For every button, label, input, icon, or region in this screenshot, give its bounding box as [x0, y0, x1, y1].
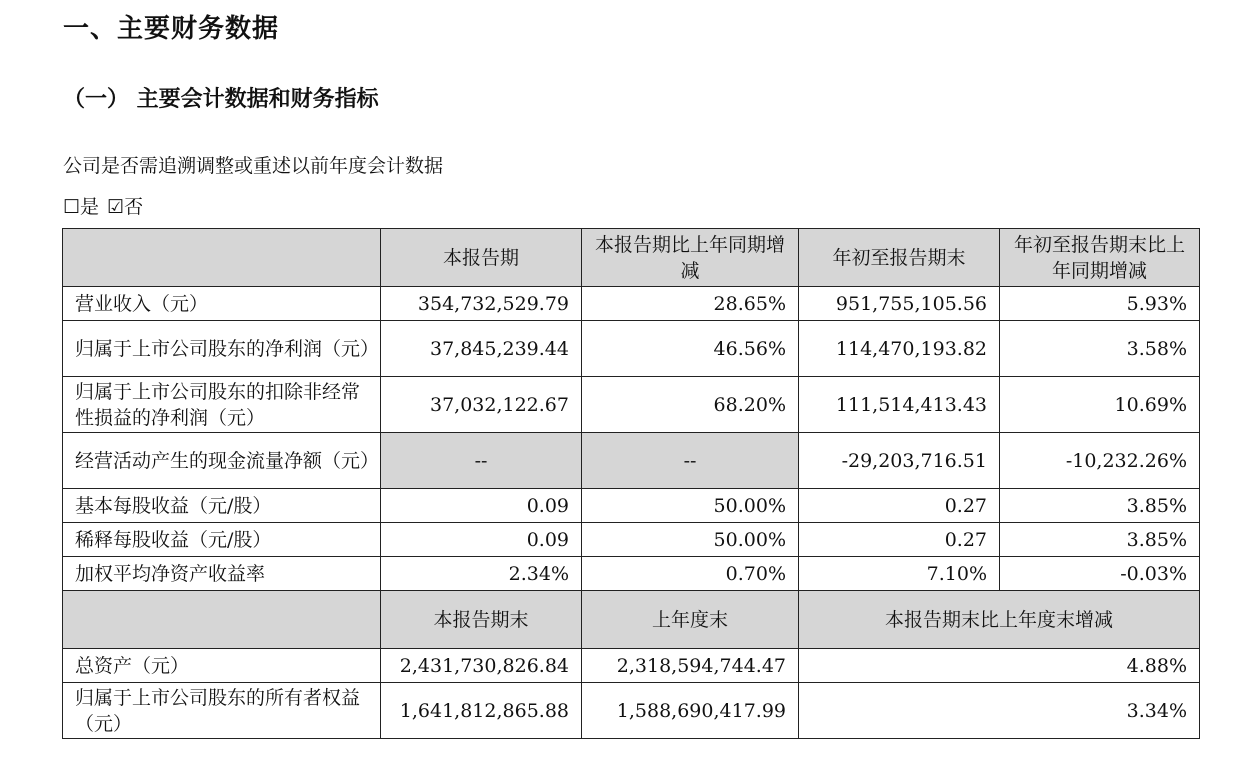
cell-value: 114,470,193.82	[799, 321, 1000, 377]
cell-value: 1,641,812,865.88	[381, 683, 582, 739]
cell-value: 1,588,690,417.99	[582, 683, 799, 739]
table-row	[63, 287, 1200, 321]
col-header: 年初至报告期末	[799, 229, 1000, 287]
row-label: 归属于上市公司股东的扣除非经常性损益的净利润（元）	[63, 377, 381, 433]
cell-value: 0.27	[799, 489, 1000, 523]
cell-value: 10.69%	[1000, 377, 1200, 433]
cell-value: 50.00%	[582, 523, 799, 557]
cell-value: 46.56%	[582, 321, 799, 377]
cell-value: 951,755,105.56	[799, 287, 1000, 321]
table-row	[63, 377, 1200, 433]
section-title: 一、主要财务数据	[63, 14, 280, 44]
row-label: 总资产（元）	[63, 649, 381, 683]
cell-value: 4.88%	[799, 649, 1200, 683]
cell-value: 0.09	[381, 523, 582, 557]
cell-value: 3.85%	[1000, 489, 1200, 523]
cell-value: 3.58%	[1000, 321, 1200, 377]
row-label: 加权平均净资产收益率	[63, 557, 381, 591]
table-row	[63, 489, 1200, 523]
cell-value: 0.09	[381, 489, 582, 523]
row-label: 稀释每股收益（元/股）	[63, 523, 381, 557]
cell-value: -29,203,716.51	[799, 433, 1000, 489]
restatement-options	[63, 192, 151, 219]
cell-value: 0.27	[799, 523, 1000, 557]
cell-value: 37,032,122.67	[381, 377, 582, 433]
cell-value: -10,232.26%	[1000, 433, 1200, 489]
subsection-title: （一） 主要会计数据和财务指标	[63, 87, 379, 112]
row-label: 经营活动产生的现金流量净额（元）	[63, 433, 381, 489]
col-header: 年初至报告期末比上年同期增减	[1000, 229, 1200, 287]
table-row	[63, 649, 1200, 683]
cell-value: 111,514,413.43	[799, 377, 1000, 433]
cell-value: --	[582, 433, 799, 489]
cell-value: 2,431,730,826.84	[381, 649, 582, 683]
col-header: 本报告期末	[381, 591, 582, 649]
cell-value: 3.34%	[799, 683, 1200, 739]
option-no-checkbox: ☑否	[107, 196, 144, 218]
option-yes-checkbox: ☐是	[63, 196, 100, 218]
table-row	[63, 523, 1200, 557]
table-row	[63, 321, 1200, 377]
cell-value: 7.10%	[799, 557, 1000, 591]
header-blank-cell	[63, 229, 381, 287]
cell-value: 50.00%	[582, 489, 799, 523]
row-label: 归属于上市公司股东的净利润（元）	[63, 321, 381, 377]
cell-value: 37,845,239.44	[381, 321, 582, 377]
table-row	[63, 557, 1200, 591]
cell-value: --	[381, 433, 582, 489]
table-header-row	[63, 591, 1200, 649]
table-row	[63, 433, 1200, 489]
cell-value: 2,318,594,744.47	[582, 649, 799, 683]
col-header: 本报告期	[381, 229, 582, 287]
row-label: 营业收入（元）	[63, 287, 381, 321]
header-blank-cell	[63, 591, 381, 649]
table-header-row	[63, 229, 1200, 287]
cell-value: 2.34%	[381, 557, 582, 591]
row-label: 归属于上市公司股东的所有者权益（元）	[63, 683, 381, 739]
cell-value: 354,732,529.79	[381, 287, 582, 321]
restatement-question: 公司是否需追溯调整或重述以前年度会计数据	[63, 155, 444, 177]
col-header: 上年度末	[582, 591, 799, 649]
cell-value: 5.93%	[1000, 287, 1200, 321]
cell-value: 3.85%	[1000, 523, 1200, 557]
financial-data-table	[62, 228, 1200, 739]
row-label: 基本每股收益（元/股）	[63, 489, 381, 523]
cell-value: 68.20%	[582, 377, 799, 433]
table-row	[63, 683, 1200, 739]
col-header: 本报告期末比上年度末增减	[799, 591, 1200, 649]
cell-value: -0.03%	[1000, 557, 1200, 591]
cell-value: 0.70%	[582, 557, 799, 591]
col-header: 本报告期比上年同期增减	[582, 229, 799, 287]
cell-value: 28.65%	[582, 287, 799, 321]
